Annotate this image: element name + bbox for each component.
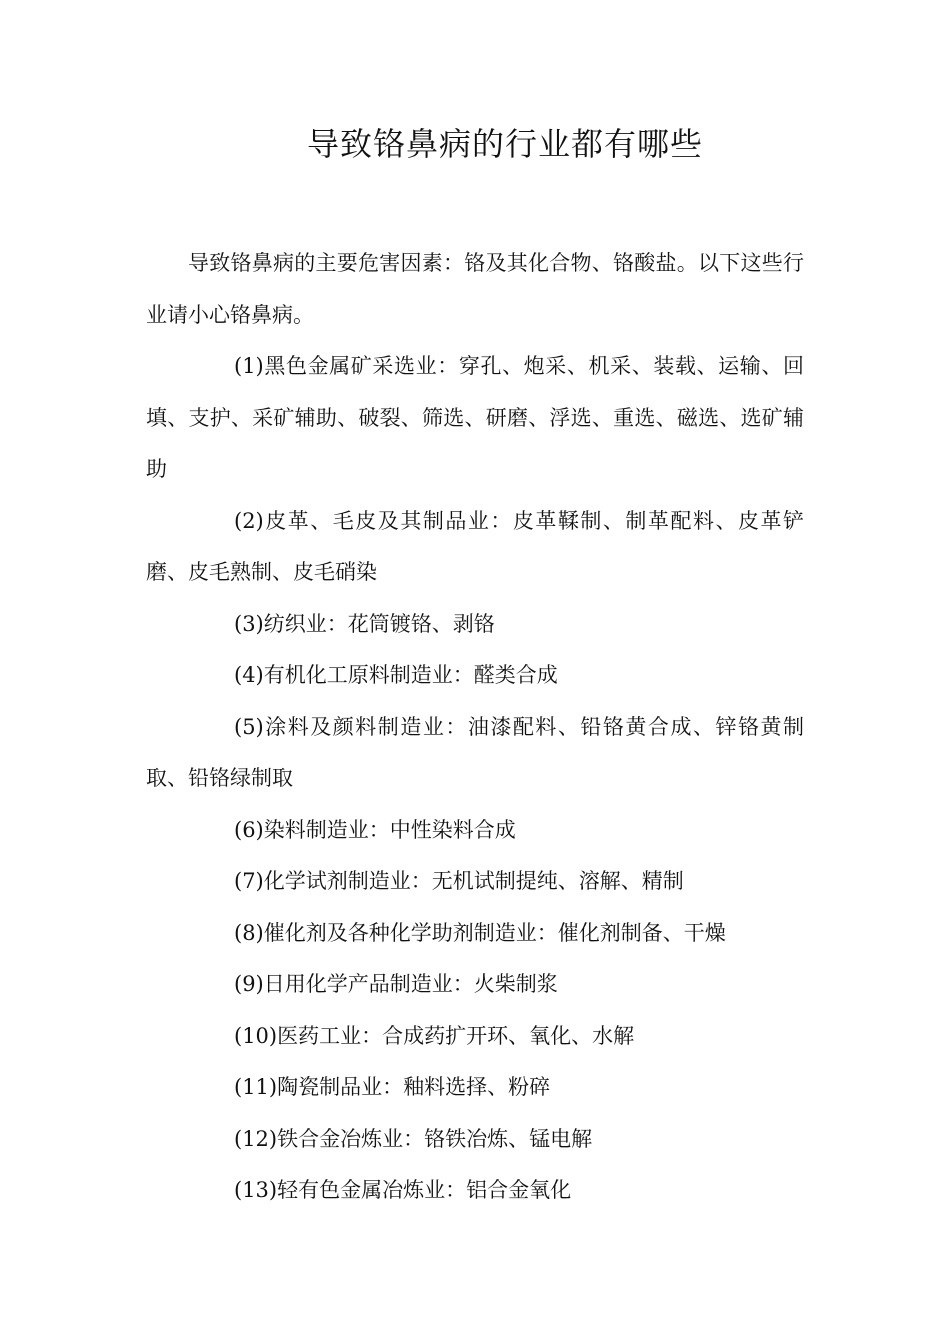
list-item: (10)医药工业：合成药扩开环、氧化、水解	[234, 1023, 635, 1048]
list-item: (5)涂料及颜料制造业：油漆配料、铅铬黄合成、锌铬黄制取、铅铬绿制取	[146, 714, 804, 790]
list-item: (13)轻有色金属冶炼业：铝合金氧化	[234, 1178, 572, 1202]
list-item: (12)铁合金冶炼业：铬铁冶炼、锰电解	[234, 1126, 593, 1151]
document-body	[146, 238, 804, 1217]
list-item: (3)纺织业：花筒镀铬、剥铬	[234, 611, 495, 636]
list-item: (1)黑色金属矿采选业：穿孔、炮采、机采、装载、运输、回填、支护、采矿辅助、破裂、筛选、研磨、浮选、重选、磁选、选矿辅助	[146, 354, 804, 481]
list-item: (8)催化剂及各种化学助剂制造业：催化剂制备、干燥	[234, 920, 726, 945]
list-item: (2)皮革、毛皮及其制品业：皮革鞣制、制革配料、皮革铲磨、皮毛熟制、皮毛硝染	[146, 508, 804, 584]
list-item: (6)染料制造业：中性染料合成	[234, 817, 516, 842]
list-item: (7)化学试剂制造业：无机试制提纯、溶解、精制	[234, 869, 684, 893]
document-title: 导致铬鼻病的行业都有哪些	[306, 125, 703, 163]
intro-paragraph: 导致铬鼻病的主要危害因素：铬及其化合物、铬酸盐。以下这些行业请小心铬鼻病。	[146, 251, 804, 327]
list-item: (11)陶瓷制品业：釉料选择、粉碎	[234, 1075, 551, 1099]
list-item: (4)有机化工原料制造业：醛类合成	[234, 663, 558, 687]
list-item: (9)日用化学产品制造业：火柴制浆	[234, 972, 558, 996]
